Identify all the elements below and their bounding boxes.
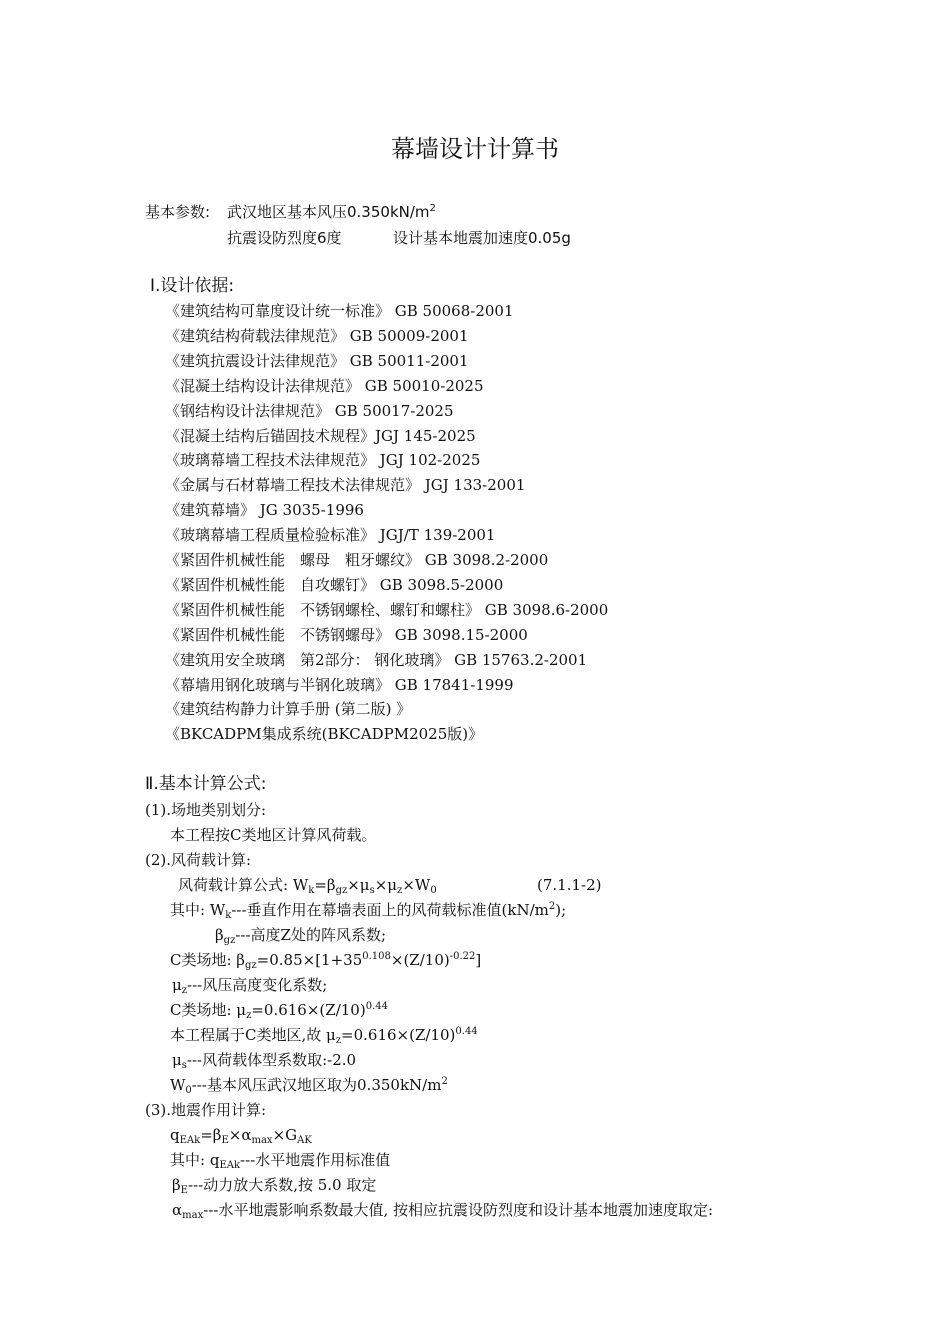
c-site-mu: C类场地: $\mu_z=0.616\times(Z/10)^{0.44}$ (170, 1001, 388, 1021)
beta-gz-def: $\beta_{gz}---$高度Z处的阵风系数; (215, 926, 387, 946)
wind-formula: 风荷载计算公式: $W_k=\beta_{gz}\times\mu_s\times\mu_z\times W_0$ (178, 876, 437, 896)
where-q: 其中: $q_{EAk}---$水平地震作用标准值 (170, 1151, 391, 1171)
params-line2a: 抗震设防烈度6度 (227, 229, 342, 247)
reference-item: 《紧固件机械性能 不锈钢螺栓、螺钉和螺柱》 GB 3098.6-2000 (165, 600, 609, 619)
params-line1: 武汉地区基本风压$0.350kN/m^2$ (227, 203, 436, 221)
subsection-1-title: (1).场地类别划分: (145, 801, 267, 819)
reference-item: 《金属与石材幕墙工程技术法律规范》 JGJ 133-2001 (165, 476, 526, 495)
subsection-2-title: (2).风荷载计算: (145, 851, 252, 869)
beta-e-def: $\beta_E---$动力放大系数,按 5.0 取定 (172, 1176, 377, 1196)
reference-item: 《紧固件机械性能 不锈钢螺母》 GB 3098.15-2000 (165, 625, 528, 644)
subsection-3-title: (3).地震作用计算: (145, 1101, 267, 1119)
reference-item: 《建筑结构可靠度设计统一标准》 GB 50068-2001 (165, 302, 514, 320)
reference-item: 《建筑抗震设计法律规范》 GB 50011-2001 (165, 351, 469, 370)
params-label: 基本参数: (145, 203, 211, 221)
reference-item: 《BKCADPM集成系统(BKCADPM2025版)》 (165, 725, 484, 744)
page-title: 幕墙设计计算书 (391, 135, 559, 163)
reference-item: 《混凝土结构后锚固技术规程》JGJ 145-2025 (165, 426, 476, 445)
reference-item: 《紧固件机械性能 螺母 粗牙螺纹》 GB 3098.2-2000 (165, 551, 549, 569)
reference-item: 《玻璃幕墙工程技术法律规范》 JGJ 102-2025 (165, 451, 481, 470)
alpha-max-def: $\alpha_{max}---$水平地震影响系数最大值, 按相应抗震设防烈度和设计基本地震加速度取定: (172, 1201, 714, 1221)
mu-z-def: $\mu_z---$风压高度变化系数; (172, 976, 328, 996)
reference-item: 《玻璃幕墙工程质量检验标准》 JGJ/T 139-2001 (165, 526, 496, 545)
section2-heading: Ⅱ.基本计算公式: (145, 774, 267, 794)
params-line2b: 设计基本地震加速度0.05g (393, 229, 571, 247)
reference-item: 《建筑结构静力计算手册 (第二版) 》 (165, 700, 412, 719)
w0-def: $W_0---$基本风压武汉地区取为$0.350kN/m^2$ (170, 1076, 448, 1096)
reference-item: 《幕墙用钢化玻璃与半钢化玻璃》 GB 17841-1999 (165, 675, 514, 694)
wind-formula-ref: (7.1.1-2) (537, 876, 602, 894)
section1-heading: Ⅰ.设计依据: (150, 276, 235, 296)
quake-formula: $q_{EAk}=\beta_E\times\alpha_{max}\times G_{AK}$ (170, 1126, 312, 1146)
subsection-1-text: 本工程按C类地区计算风荷载。 (170, 826, 377, 844)
reference-item: 《建筑结构荷载法律规范》 GB 50009-2001 (165, 326, 469, 345)
c-site-beta: C类场地: $\beta_{gz}=0.85\times[1+35^{0.108}\times(Z/10)^{-0.22}]$ (170, 951, 482, 971)
where-wk: 其中: $W_k---$垂直作用在幕墙表面上的风荷载标准值$(kN/m^2)$; (170, 901, 567, 921)
reference-item: 《建筑幕墙》 JG 3035-1996 (165, 501, 364, 520)
project-mu: 本工程属于C类地区,故 $\mu_z=0.616\times(Z/10)^{0.44}$ (170, 1026, 478, 1046)
reference-item: 《钢结构设计法律规范》 GB 50017-2025 (165, 401, 454, 420)
reference-item: 《建筑用安全玻璃 第2部分： 钢化玻璃》 GB 15763.2-2001 (165, 650, 588, 669)
reference-item: 《混凝土结构设计法律规范》 GB 50010-2025 (165, 376, 484, 395)
reference-item: 《紧固件机械性能 自攻螺钉》 GB 3098.5-2000 (165, 575, 504, 594)
mu-s-def: $\mu_s---$风荷载体型系数取:-2.0 (172, 1051, 357, 1071)
